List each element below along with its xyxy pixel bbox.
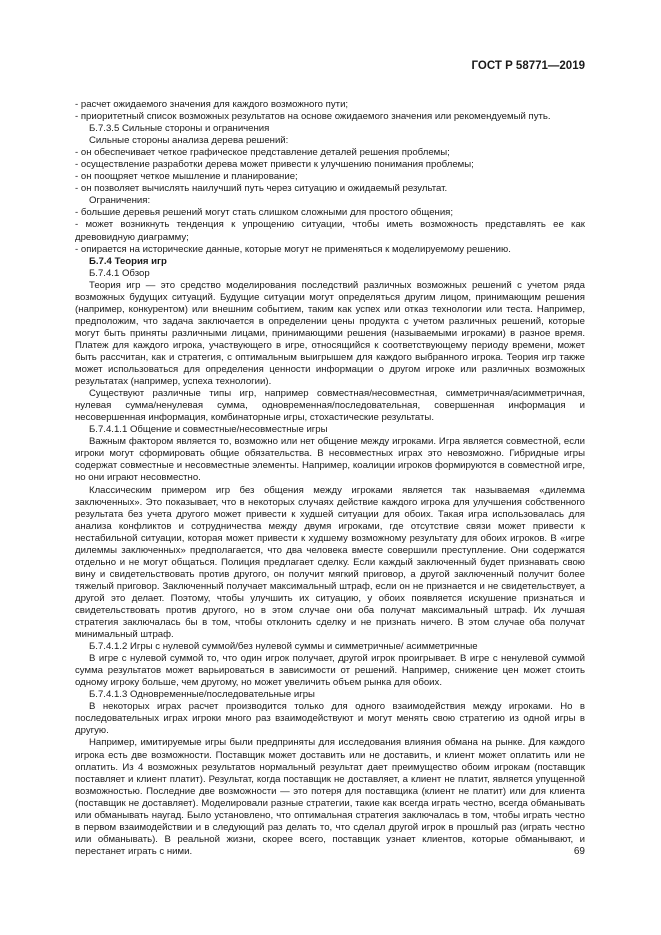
paragraph: - он позволяет вычислять наилучший путь через ситуацию и ожидаемый результат.	[75, 183, 448, 195]
paragraph: Ограничения:	[89, 195, 151, 207]
paragraph: Существуют различные типы игр, например совместная/несовместная, симметричная/асимметричная, нулевая сумма/ненулевая сумма, одновременная/последовательная, совершенная информация и несовершенная информация, комбинаторные игры, стохастические результаты.	[75, 388, 585, 424]
paragraph: Б.7.4.1.1 Общение и совместные/несовместные игры	[89, 424, 328, 436]
paragraph: - большие деревья решений могут стать слишком сложными для простого общения;	[75, 207, 454, 219]
paragraph: - расчет ожидаемого значения для каждого возможного пути;	[75, 99, 349, 110]
paragraph: - приоритетный список возможных результатов на основе ожидаемого значения или рекомендуемый путь.	[75, 111, 551, 123]
paragraph: Например, имитируемые игры были предприняты для исследования влияния обмана на рынке. Для каждого игрока есть две возможности. Поставщик может доставить или не доставить, и клиент может оплатить или не оплатить. Из 4 возможных результатов нормальный результат дает преимущество обоим игрокам (поставщик поставляет и клиент платит). Результат, когда поставщик не доставляет, а клиент не платит, является упущенной возможностью. Последние две возможности — это потеря для поставщика (клиент не платит) или для клиента (поставщик не доставляет). Моделировали разные стратегии, такие как всегда играть честно, всегда обманывать или обманывать наугад. Было установлено, что оптимальная стратегия заключалась в том, чтобы играть честно в первом взаимодействии и в следующий раз делать то, что сделал другой игрок в прошлый раз (играть честно или обманывать). В реальной жизни, скорее всего, поставщик узнает клиентов, которые обманывают, и перестанет играть с ними.	[75, 737, 585, 857]
paragraph: - осуществление разработки дерева может привести к улучшению понимания проблемы;	[75, 159, 474, 171]
paragraph: Б.7.4.1.2 Игры с нулевой суммой/без нулевой суммы и симметричные/ асимметричные	[89, 641, 478, 653]
paragraph: - он поощряет четкое мышление и планирование;	[75, 171, 298, 183]
paragraph: Б.7.4.1.3 Одновременные/последовательные игры	[89, 689, 315, 701]
paragraph: - может возникнуть тенденция к упрощению ситуации, чтобы иметь возможность представлять ее как древовидную диаграмму;	[75, 219, 585, 243]
section-heading: Б.7.4 Теория игр	[89, 255, 167, 267]
page-number: 69	[573, 846, 585, 857]
paragraph: Сильные стороны анализа дерева решений:	[89, 135, 289, 147]
paragraph: Б.7.4.1 Обзор	[89, 267, 150, 279]
paragraph: - он обеспечивает четкое графическое представление деталей решения проблемы;	[75, 147, 450, 159]
document-code: ГОСТ Р 58771—2019	[471, 60, 585, 72]
paragraph: Теория игр — это средство моделирования последствий различных возможных решений с учетом ряда возможных будущих ситуаций. Будущие ситуации могут определяться другим лицом, принимающим решения (например, конкурентом) или внешним событием, таким как успех или отказ технологии или теста. Например, предположим, что задача заключается в определении цены продукта с учетом различных решений, которые могут быть приняты различными лицами, принимающими решения (называемыми игроками) в разное время. Платеж для каждого игрока, участвующего в игре, относящийся к соответствующему периоду времени, может быть рассчитан, как и стратегия, с оптимальным выигрышем для каждого выбранного игрока. Теория игр также может использоваться для определения ценности информации о другом игроке или различных возможных результатах (например, успеха технологии).	[75, 279, 585, 388]
paragraph: Классическим примером игр без общения между игроками является так называемая «дилемма заключенных». Это показывает, что в некоторых случаях действие каждого игрока для улучшения собственного результата без учета другого может привести к худшей ситуации для обоих. Такая игра использовалась для анализа конфликтов и сотрудничества между двумя игроками, где отсутствие связи может привести к нестабильной ситуации, которая может привести к худшему возможному результату для обоих игроков. В «игре дилеммы заключенных» предполагается, что два человека вместе совершили преступление. Они содержатся отдельно и не могут общаться. Полиция предлагает сделку. Если каждый заключенный будет признавать свою вину и свидетельствовать против другого, он получит мягкий приговор, а другой заключенный получит более тяжелый приговор. Заключенный получает максимальный штраф, если он не признается и не свидетельствует, а другой это делает. Поэтому, чтобы улучшить их ситуацию, у обоих появляется искушение признаться и свидетельствовать против другого, но в этом случае они оба получат максимальный штраф. Их лучшая стратегия заключалась бы в том, чтобы отклонить сделку и не признать ничего. В этом случае оба получат минимальный штраф.	[75, 484, 585, 641]
paragraph: Важным фактором является то, возможно или нет общение между игроками. Игра является совместной, если игроки могут сформировать общие обязательства. В несовместных играх это невозможно. Гибридные игры содержат совместные и несовместные элементы. Например, коалиции игроков формируются в совместной игре, но они играют несовместно.	[75, 436, 585, 484]
paragraph: - опирается на исторические данные, которые могут не применяться к моделируемому решению.	[75, 243, 511, 255]
paragraph: Б.7.3.5 Сильные стороны и ограничения	[89, 123, 270, 135]
body-text	[75, 99, 585, 858]
paragraph: В некоторых играх расчет производится только для одного взаимодействия между игроками. Но в последовательных играх игроки много раз взаимодействуют и могут менять свою стратегию из одной игры в другую.	[75, 701, 585, 737]
paragraph: В игре с нулевой суммой то, что один игрок получает, другой игрок проигрывает. В игре с ненулевой суммой сумма результатов может варьироваться в зависимости от решений. Например, снижение цен может стоить одному игроку больше, чем другому, но может увеличить объем рынка для обоих.	[75, 653, 585, 689]
